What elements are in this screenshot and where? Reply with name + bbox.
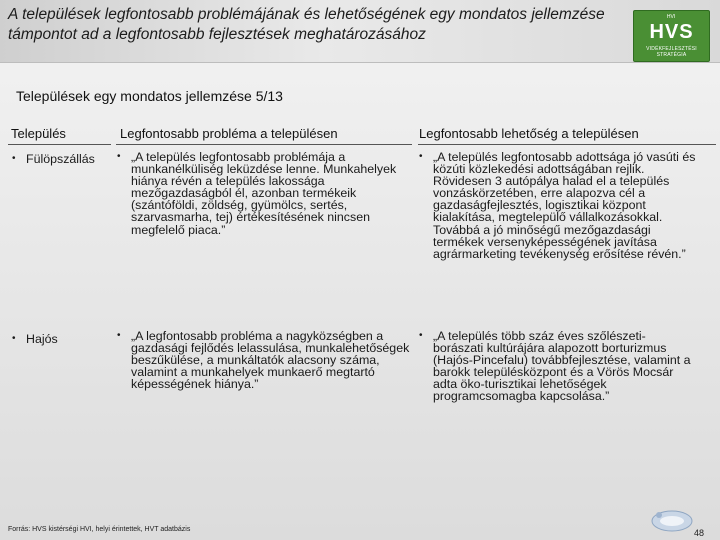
column-header-opportunity: Legfontosabb lehetőség a településen <box>419 126 639 141</box>
bullet-icon: • <box>117 330 121 341</box>
bullet-icon: • <box>419 330 423 341</box>
logo-text: HVS <box>649 21 694 43</box>
footer-logo-icon <box>650 506 694 534</box>
bullet-icon: • <box>12 153 16 164</box>
logo-top-text: HVI <box>666 14 676 20</box>
page-number: 48 <box>694 528 705 538</box>
column-header-settlement: Település <box>11 126 66 141</box>
section-subtitle: Települések egy mondatos jellemzése 5/13 <box>16 88 283 104</box>
bullet-icon: • <box>117 151 121 162</box>
settlement-name: Hajós <box>26 332 58 346</box>
column-divider <box>116 144 412 145</box>
opportunity-text: „A település legfontosabb adottsága jó vasúti és közúti közlekedési adottságában rejlik. Rövidesen 3 autópálya halad el a település vonzáskörzetében, erre alapozva cél a gazdaságfejlesztés, logisztikai központ kialakítása, megtelepülő vállalkozásokkal. Továbbá a jó minőségű mezőgazdasági termékek versenyképességének javítása agrármarketing tevékenység erősítése révén.” <box>433 150 696 261</box>
bullet-icon: • <box>419 151 423 162</box>
column-header-problem: Legfontosabb probléma a településen <box>120 126 338 141</box>
source-note: Forrás: HVS kistérségi HVI, helyi érintettek, HVT adatbázis <box>8 526 191 533</box>
column-divider <box>8 144 111 145</box>
column-divider <box>418 144 716 145</box>
header-bar <box>0 0 720 63</box>
page-title: A települések legfontosabb problémájának és lehetőségének egy mondatos jellemzése támpontot ad a legfontosabb fejlesztések meghatározásához <box>8 6 605 43</box>
settlement-name: Fülöpszállás <box>26 152 95 166</box>
logo-subtitle: VIDÉKFEJLESZTÉSI STRATÉGIA <box>646 46 697 58</box>
problem-text: „A legfontosabb probléma a nagyközségben a gazdasági fejlődés lelassulása, munkalehetőségek beszűkülése, a munkáltatók alacsony száma, valamint a munkahelyek munkaerő megtartó képességének hiánya.” <box>131 329 410 392</box>
problem-text: „A település legfontosabb problémája a munkanélküliség leküzdése lenne. Munkahelyek hiánya révén a település lakossága mezőgazdaságból él, azonban termékeik (szántóföldi, zöldség, gyümölcs, sertés, szarvasmarha, tej) értékesítésének nincsen megfelelő piaca.” <box>131 150 397 237</box>
hvs-logo <box>633 10 710 62</box>
bullet-icon: • <box>12 333 16 344</box>
opportunity-text: „A település több száz éves szőlészeti-borászati kultúrájára alapozott borturizmus (Hajós-Pincefalu) továbbfejlesztése, valamint a barokk településközpont és a Vörös Mocsár adta öko-turisztikai lehetőségek programcsomagba kapcsolása.” <box>433 329 691 404</box>
